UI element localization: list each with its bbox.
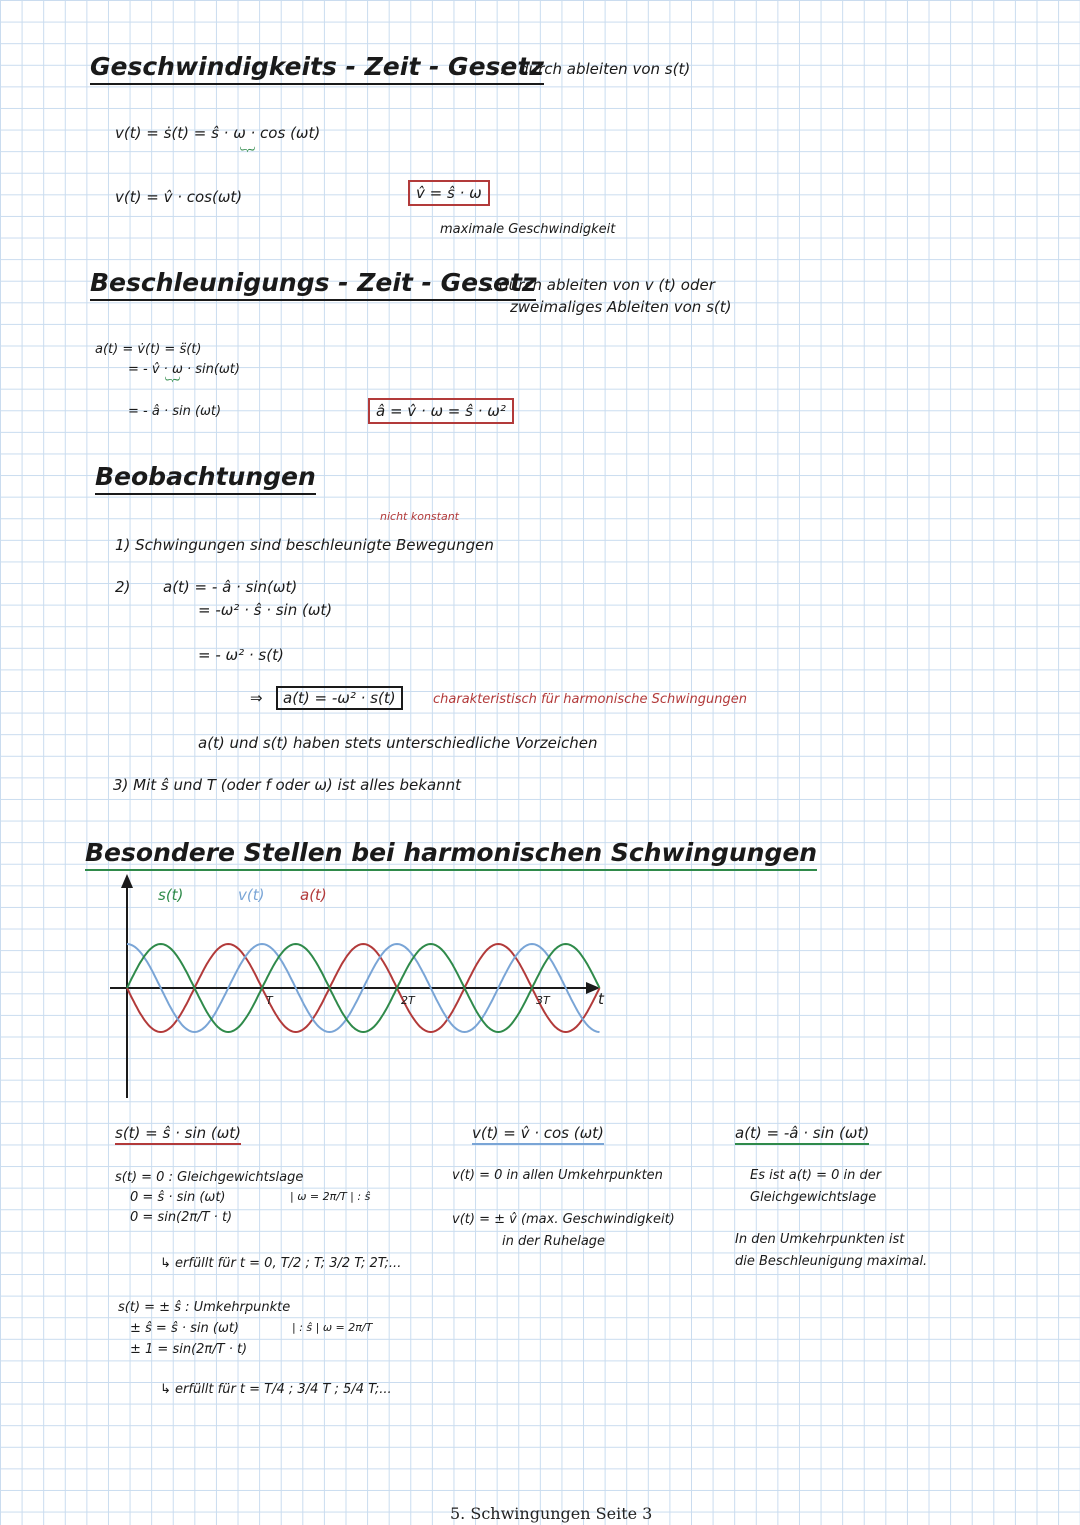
v-column-heading: v(t) = v̂ · cos (ωt) bbox=[472, 1124, 604, 1145]
acceleration-box: â = v̂ · ω = ŝ · ω² bbox=[368, 398, 514, 424]
observation-1: 1) Schwingungen sind beschleunigte Bewegungen bbox=[115, 536, 494, 554]
oscillation-chart bbox=[80, 870, 640, 1100]
s-max-line-2: ± ŝ = ŝ · sin (ωt) bbox=[130, 1321, 240, 1336]
a-line-4: die Beschleunigung maximal. bbox=[735, 1254, 928, 1269]
s-max-line-1: s(t) = ± ŝ : Umkehrpunkte bbox=[118, 1300, 291, 1315]
velocity-box: v̂ = ŝ · ω bbox=[408, 180, 490, 206]
sign-note: a(t) und s(t) haben stets unterschiedliche Vorzeichen bbox=[198, 734, 598, 752]
s-zero-result: ↳ erfüllt für t = 0, T/2 ; T; 3/2 T; 2T;... bbox=[160, 1256, 402, 1271]
s-zero-line-2: 0 = ŝ · sin (ωt) bbox=[130, 1190, 226, 1205]
observations-title: Beobachtungen bbox=[95, 462, 316, 495]
velocity-note: ... durch ableiten von s(t) bbox=[500, 60, 691, 78]
observation-2-line-3: = - ω² · s(t) bbox=[198, 646, 284, 664]
x-tick-2T: 2T bbox=[401, 994, 415, 1007]
s-max-result: ↳ erfüllt für t = T/4 ; 3/4 T ; 5/4 T;... bbox=[160, 1382, 392, 1397]
annotation-not-constant: nicht konstant bbox=[380, 510, 459, 523]
brace-icon: ︸ bbox=[165, 376, 181, 394]
acceleration-line-1: a(t) = v̇(t) = s̈(t) bbox=[95, 342, 202, 357]
acceleration-note-1: ... durch ableiten von v (t) oder bbox=[480, 276, 715, 294]
acceleration-title: Beschleunigungs - Zeit - Gesetz bbox=[90, 268, 536, 301]
legend-v: v(t) bbox=[238, 886, 265, 904]
acceleration-line-2: = - v̂ · ω · sin(ωt) bbox=[128, 362, 240, 377]
legend-s: s(t) bbox=[158, 886, 184, 904]
acceleration-note-2: zweimaliges Ableiten von s(t) bbox=[510, 298, 732, 316]
x-tick-T: T bbox=[266, 994, 273, 1007]
velocity-title: Geschwindigkeits - Zeit - Gesetz bbox=[90, 52, 544, 85]
velocity-line-2: v(t) = v̂ · cos(ωt) bbox=[115, 188, 243, 206]
v-line-3: in der Ruhelage bbox=[502, 1234, 606, 1249]
special-title: Besondere Stellen bei harmonischen Schwingungen bbox=[85, 838, 817, 871]
legend-a: a(t) bbox=[300, 886, 327, 904]
a-column-heading: a(t) = -â · sin (ωt) bbox=[735, 1124, 869, 1145]
acceleration-line-3: = - â · sin (ωt) bbox=[128, 404, 222, 419]
page-footer: 5. Schwingungen Seite 3 bbox=[450, 1504, 653, 1523]
s-zero-line-3: 0 = sin(2π/T · t) bbox=[130, 1210, 233, 1225]
a-line-2: Gleichgewichtslage bbox=[750, 1190, 877, 1205]
y-axis-arrow-icon bbox=[121, 874, 133, 888]
s-column-heading: s(t) = ŝ · sin (ωt) bbox=[115, 1124, 241, 1145]
s-max-line-3: ± 1 = sin(2π/T · t) bbox=[130, 1342, 248, 1357]
observation-3: 3) Mit ŝ und T (oder f oder ω) ist alles bekannt bbox=[113, 776, 462, 794]
s-zero-ops: | ω = 2π/T | : ŝ bbox=[290, 1190, 371, 1203]
observation-2-line-2: = -ω² · ŝ · sin (ωt) bbox=[198, 601, 333, 619]
a-line-1: Es ist a(t) = 0 in der bbox=[750, 1168, 882, 1183]
a-line-3: In den Umkehrpunkten ist bbox=[735, 1232, 905, 1247]
s-max-ops: | : ŝ | ω = 2π/T bbox=[292, 1321, 373, 1334]
brace-icon: ︸ bbox=[240, 146, 256, 164]
result-note: charakteristisch für harmonische Schwingungen bbox=[433, 692, 747, 707]
x-tick-3T: 3T bbox=[536, 994, 550, 1007]
velocity-line-1: v(t) = ṡ(t) = ŝ · ω · cos (ωt) bbox=[115, 124, 321, 142]
x-axis-label: t bbox=[598, 990, 604, 1008]
v-line-2: v(t) = ± v̂ (max. Geschwindigkeit) bbox=[452, 1212, 675, 1227]
s-zero-line-1: s(t) = 0 : Gleichgewichtslage bbox=[115, 1170, 304, 1185]
v-line-1: v(t) = 0 in allen Umkehrpunkten bbox=[452, 1168, 663, 1183]
observation-2-number: 2) bbox=[115, 578, 131, 596]
observation-2-line-1: a(t) = - â · sin(ωt) bbox=[163, 578, 298, 596]
velocity-box-note: maximale Geschwindigkeit bbox=[440, 222, 616, 237]
arrow-right-icon: ⇒ bbox=[250, 689, 263, 707]
result-box: a(t) = -ω² · s(t) bbox=[276, 686, 403, 710]
